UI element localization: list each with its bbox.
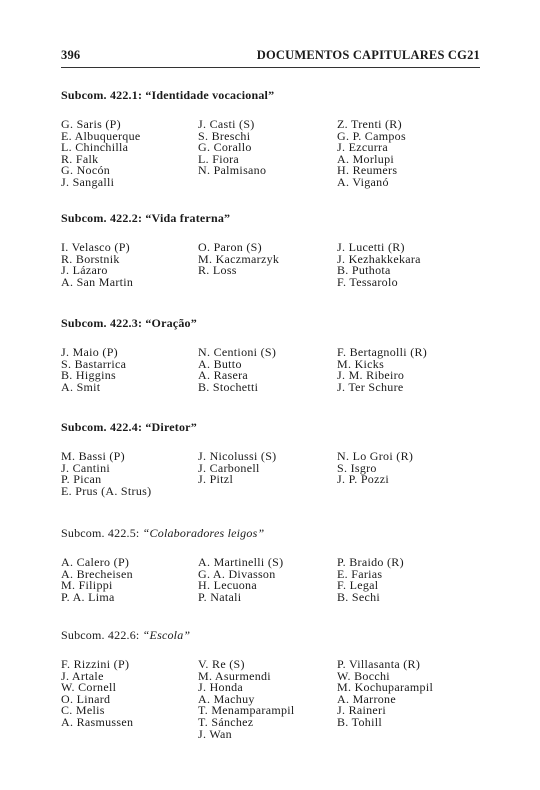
member-name: A. San Martin (61, 274, 134, 289)
member-name: A. Butto (198, 356, 242, 371)
member-name: F. Rizzini (P) (61, 657, 130, 671)
member-column (337, 242, 480, 288)
member-name: J. Carbonell (198, 460, 260, 475)
member-name: J. Wan (198, 726, 232, 741)
member-name: B. Sechi (337, 589, 381, 604)
member-name: J. P. Pozzi (337, 472, 389, 487)
member-column (61, 242, 198, 288)
member-column (61, 451, 198, 497)
member-columns (61, 557, 480, 603)
member-name: A. Rasera (198, 368, 249, 383)
subcommission-section (61, 420, 480, 497)
section-title (61, 628, 480, 643)
member-name: R. Borstnik (61, 251, 120, 266)
member-column (198, 242, 337, 288)
member-name: P. Villasanta (R) (337, 657, 421, 671)
section-title (61, 526, 480, 541)
member-name: J. Honda (198, 680, 244, 695)
member-name: A. Morlupi (337, 151, 394, 166)
member-name: J. Cantini (61, 460, 111, 475)
subcommission-section (61, 628, 480, 740)
member-name: M. Kochuparampil (337, 680, 434, 695)
section-name: “Identidade vocacional” (145, 88, 275, 102)
member-name: H. Lecuona (198, 578, 257, 593)
member-column (337, 451, 480, 497)
member-name: T. Sánchez (198, 714, 254, 729)
header-rule (61, 67, 480, 68)
member-name: J. Sangalli (61, 174, 115, 189)
page-number: 396 (61, 48, 81, 62)
member-name: I. Velasco (P) (61, 240, 130, 254)
member-name: B. Puthota (337, 263, 391, 278)
running-head (61, 48, 480, 63)
member-column (337, 557, 480, 603)
member-name: H. Reumers (337, 163, 398, 178)
section-number: Subcom. 422.5: (61, 526, 140, 540)
member-name: W. Cornell (61, 680, 117, 695)
member-name: F. Legal (337, 578, 379, 593)
member-name: S. Breschi (198, 128, 251, 143)
member-name: M. Kaczmarzyk (198, 251, 280, 266)
subcommission-section (61, 526, 480, 603)
member-name: A. Rasmussen (61, 714, 134, 729)
member-name: J. Pitzl (198, 472, 234, 487)
member-name: L. Fiora (198, 151, 240, 166)
member-name: M. Kicks (337, 356, 385, 371)
member-name: A. Calero (P) (61, 555, 130, 569)
member-name: A. Brecheisen (61, 566, 133, 581)
member-column (198, 451, 337, 497)
section-title (61, 316, 480, 331)
section-title (61, 420, 480, 435)
member-columns (61, 659, 480, 740)
member-name: J. Artale (61, 668, 104, 683)
member-name: C. Melis (61, 703, 105, 718)
member-name: P. A. Lima (61, 589, 115, 604)
member-name: J. Raineri (337, 703, 386, 718)
member-name: P. Pican (61, 472, 102, 487)
member-name: A. Machuy (198, 691, 255, 706)
member-name: E. Albuquerque (61, 128, 141, 143)
member-name: G. A. Divasson (198, 566, 276, 581)
member-name: E. Farias (337, 566, 383, 581)
member-columns (61, 242, 480, 288)
section-title (61, 88, 480, 103)
member-name: F. Tessarolo (337, 274, 398, 289)
member-name: G. Corallo (198, 140, 252, 155)
section-name: “Vida fraterna” (145, 211, 231, 225)
member-name: A. Smit (61, 379, 101, 394)
member-name: J. Ezcurra (337, 140, 388, 155)
member-column (61, 119, 198, 189)
member-name: R. Loss (198, 263, 237, 278)
section-name: “Oração” (145, 316, 197, 330)
member-name: P. Braido (R) (337, 555, 404, 569)
member-name: J. Kezhakkekara (337, 251, 421, 266)
member-name: V. Re (S) (198, 657, 245, 671)
member-column (198, 659, 337, 740)
section-number: Subcom. 422.2: (61, 211, 143, 225)
section-name: “Diretor” (145, 420, 197, 434)
member-name: B. Tohill (337, 714, 382, 729)
member-name: J. Ter Schure (337, 379, 404, 394)
member-name: F. Bertagnolli (R) (337, 345, 428, 359)
member-column (337, 119, 480, 189)
running-title: DOCUMENTOS CAPITULARES CG21 (256, 48, 480, 62)
section-number: Subcom. 422.1: (61, 88, 143, 102)
member-column (61, 347, 198, 393)
member-column (337, 347, 480, 393)
member-name: J. Lázaro (61, 263, 108, 278)
member-columns (61, 347, 480, 393)
member-name: T. Menamparampil (198, 703, 295, 718)
member-name: M. Filippi (61, 578, 113, 593)
member-name: S. Bastarrica (61, 356, 127, 371)
member-column (61, 659, 198, 740)
member-name: A. Marrone (337, 691, 396, 706)
section-number: Subcom. 422.3: (61, 316, 143, 330)
member-name: S. Isgro (337, 460, 377, 475)
member-column (61, 557, 198, 603)
member-name: Z. Trenti (R) (337, 117, 402, 131)
member-name: J. M. Ribeiro (337, 368, 405, 383)
member-name: J. Nicolussi (S) (198, 449, 277, 463)
section-name: “Escola” (142, 628, 191, 642)
section-title (61, 211, 480, 226)
member-name: G. Nocón (61, 163, 111, 178)
member-name: N. Lo Groi (R) (337, 449, 414, 463)
member-column (198, 119, 337, 189)
member-columns (61, 119, 480, 189)
member-name: E. Prus (A. Strus) (61, 483, 152, 498)
member-column (337, 659, 480, 740)
member-name: W. Bocchi (337, 668, 390, 683)
section-name: “Colaboradores leigos” (142, 526, 265, 540)
member-name: J. Lucetti (R) (337, 240, 405, 254)
section-number: Subcom. 422.6: (61, 628, 140, 642)
member-name: G. P. Campos (337, 128, 406, 143)
member-name: N. Palmisano (198, 163, 267, 178)
member-name: L. Chinchilla (61, 140, 129, 155)
member-column (198, 557, 337, 603)
subcommission-section (61, 211, 480, 288)
section-number: Subcom. 422.4: (61, 420, 143, 434)
member-columns (61, 451, 480, 497)
member-name: P. Natali (198, 589, 242, 604)
member-name: O. Paron (S) (198, 240, 262, 254)
member-name: A. Martinelli (S) (198, 555, 284, 569)
member-name: N. Centioni (S) (198, 345, 277, 359)
subcommission-section (61, 88, 480, 189)
subcommission-section (61, 316, 480, 393)
member-name: O. Linard (61, 691, 111, 706)
member-name: M. Asurmendi (198, 668, 271, 683)
member-name: G. Saris (P) (61, 117, 121, 131)
member-name: J. Maio (P) (61, 345, 118, 359)
member-name: B. Stochetti (198, 379, 259, 394)
member-name: A. Viganó (337, 174, 389, 189)
member-name: R. Falk (61, 151, 99, 166)
member-name: J. Casti (S) (198, 117, 255, 131)
member-name: B. Higgins (61, 368, 117, 383)
document-page (61, 48, 480, 68)
member-column (198, 347, 337, 393)
member-name: M. Bassi (P) (61, 449, 125, 463)
